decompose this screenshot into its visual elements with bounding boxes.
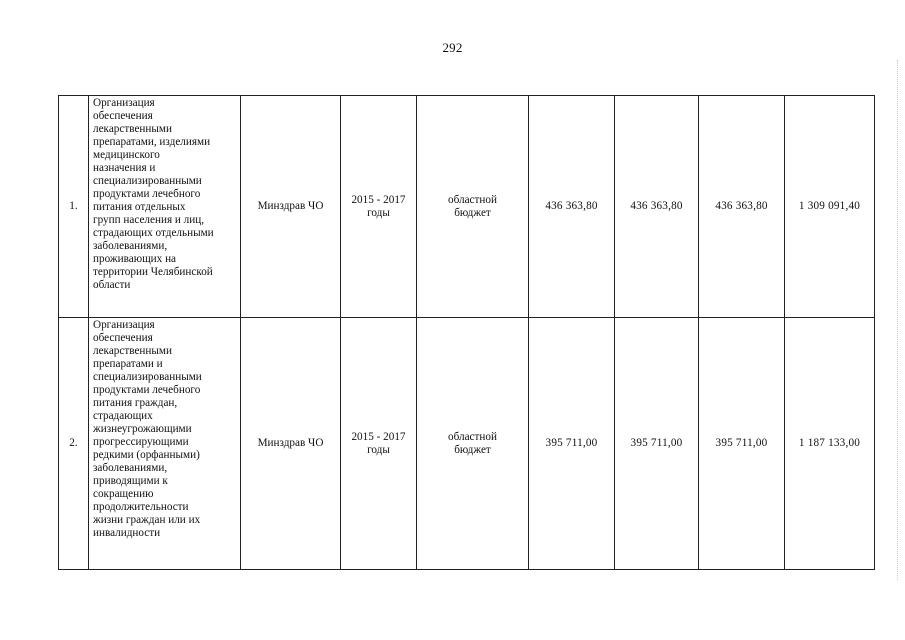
funding-source: областной бюджет bbox=[417, 318, 529, 570]
amount-total: 1 187 133,00 bbox=[785, 318, 875, 570]
period: 2015 - 2017 годы bbox=[341, 96, 417, 318]
amount-year-1: 395 711,00 bbox=[529, 318, 615, 570]
amount-total: 1 309 091,40 bbox=[785, 96, 875, 318]
executor: Минздрав ЧО bbox=[241, 96, 341, 318]
activity-name: Организация обеспечения лекарственными препаратами и специализированными продуктами лечебного питания граждан, страдающих жизнеугрожающими прогрессирующими редкими (орфанными) заболеваниями, приводящими к сокращению продолжительности жизни граждан или их инвалидности bbox=[89, 318, 241, 570]
funding-source: областной бюджет bbox=[417, 96, 529, 318]
page-number: 292 bbox=[442, 40, 463, 55]
period: 2015 - 2017 годы bbox=[341, 318, 417, 570]
executor: Минздрав ЧО bbox=[241, 318, 341, 570]
activity-name: Организация обеспечения лекарственными препаратами, изделиями медицинского назначения и специализированными продуктами лечебного питания отдельных групп населения и лиц, страдающих отдельными заболеваниями, проживающих на территории Челябинской области bbox=[89, 96, 241, 318]
amount-year-1: 436 363,80 bbox=[529, 96, 615, 318]
row-index: 2. bbox=[59, 318, 89, 570]
program-activities-table bbox=[58, 95, 875, 570]
amount-year-3: 436 363,80 bbox=[699, 96, 785, 318]
amount-year-2: 395 711,00 bbox=[615, 318, 699, 570]
amount-year-2: 436 363,80 bbox=[615, 96, 699, 318]
scan-edge-mark bbox=[897, 60, 899, 580]
row-index: 1. bbox=[59, 96, 89, 318]
table-row bbox=[59, 96, 875, 318]
table-row bbox=[59, 318, 875, 570]
amount-year-3: 395 711,00 bbox=[699, 318, 785, 570]
